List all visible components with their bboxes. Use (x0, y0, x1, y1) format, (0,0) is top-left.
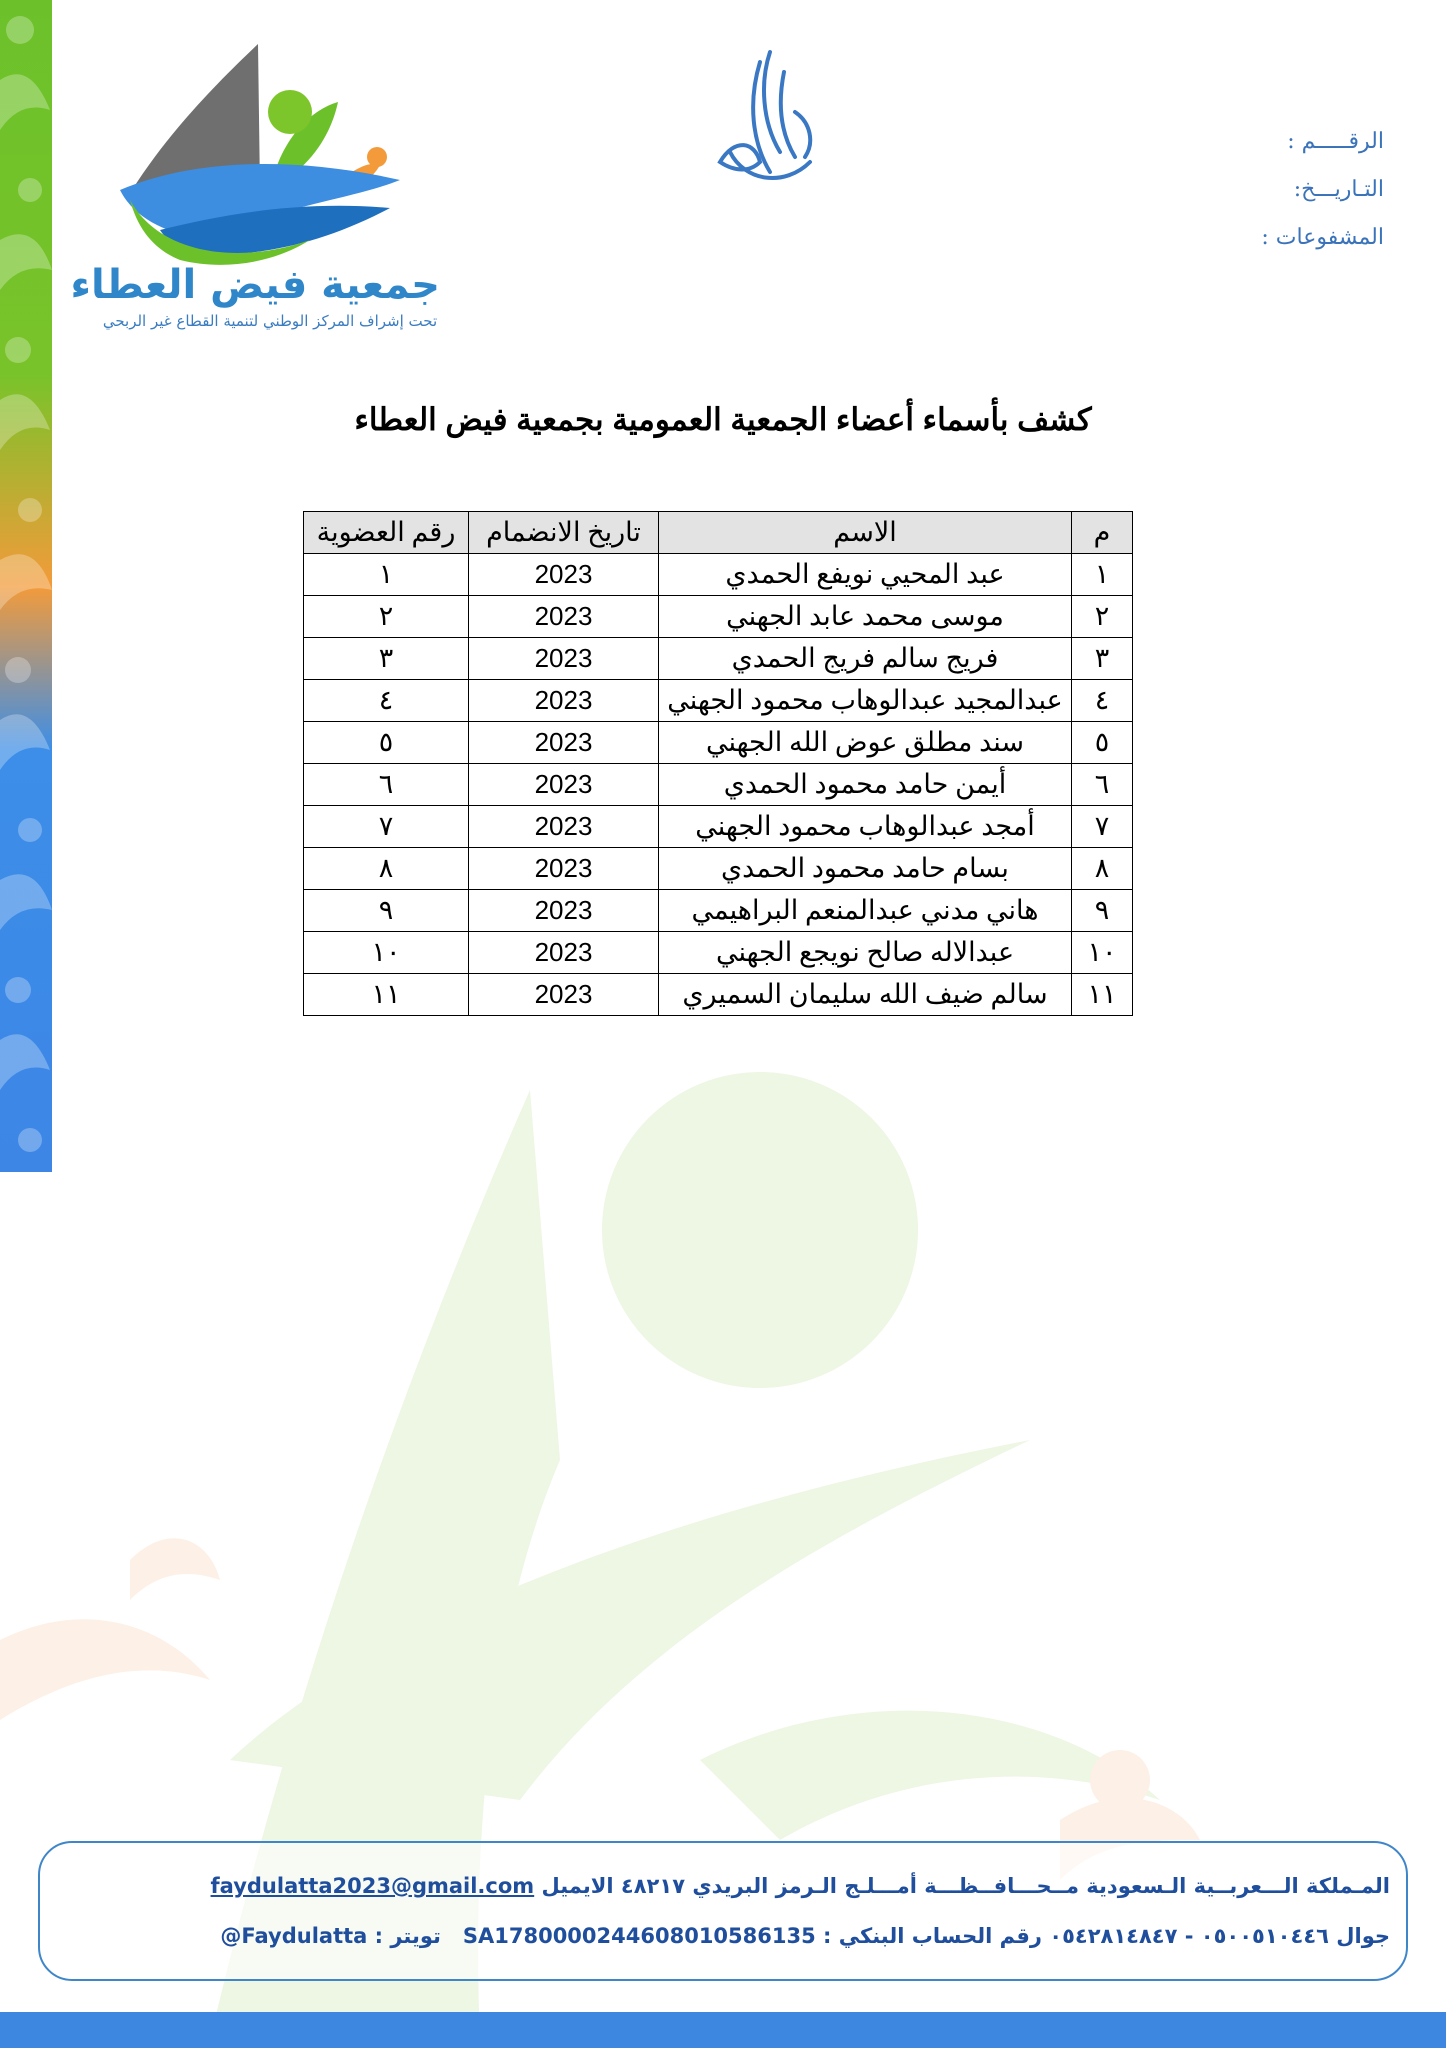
cell-join-date: 2023 (469, 974, 659, 1016)
cell-join-date: 2023 (469, 722, 659, 764)
attachments-label: المشفوعات : (1261, 225, 1384, 250)
cell-membership-no: ١ (304, 554, 469, 596)
cell-join-date: 2023 (469, 638, 659, 680)
cell-name: سالم ضيف الله سليمان السميري (659, 974, 1072, 1016)
cell-membership-no: ٥ (304, 722, 469, 764)
date-label: التـاريـــخ: (1293, 177, 1384, 202)
footer-email-link[interactable]: faydulatta2023@gmail.com (210, 1874, 535, 1898)
cell-join-date: 2023 (469, 596, 659, 638)
cell-membership-no: ٢ (304, 596, 469, 638)
cell-name: بسام حامد محمود الحمدي (659, 848, 1072, 890)
cell-join-date: 2023 (469, 806, 659, 848)
cell-join-date: 2023 (469, 764, 659, 806)
footer-contact-line (220, 1924, 1390, 1948)
footer-phones: جوال ٠٥٠٠٥١٠٤٤٦ - ٠٥٤٢٨١٤٨٤٧ رقم الحساب البنكي : (823, 1924, 1390, 1948)
cell-membership-no: ٩ (304, 890, 469, 932)
cell-join-date: 2023 (469, 680, 659, 722)
footer-address-line (211, 1874, 1390, 1898)
cell-join-date: 2023 (469, 890, 659, 932)
logo-name: جمعية فيض العطاء (70, 262, 440, 308)
table-row (304, 638, 1133, 680)
header-name: الاسم (659, 512, 1072, 554)
bottom-bar (0, 2012, 1446, 2048)
table-row (304, 848, 1133, 890)
table-row (304, 932, 1133, 974)
cell-name: موسى محمد عابد الجهني (659, 596, 1072, 638)
cell-name: عبدالمجيد عبدالوهاب محمود الجهني (659, 680, 1072, 722)
header-membership-no: رقم العضوية (304, 512, 469, 554)
cell-no: ١ (1072, 554, 1133, 596)
reference-fields (1261, 118, 1384, 262)
table-row (304, 974, 1133, 1016)
cell-name: عبد المحيي نويفع الحمدي (659, 554, 1072, 596)
cell-name: فريج سالم فريج الحمدي (659, 638, 1072, 680)
table-header-row (304, 512, 1133, 554)
table-row (304, 680, 1133, 722)
cell-no: ١٠ (1072, 932, 1133, 974)
cell-no: ٤ (1072, 680, 1133, 722)
members-body (304, 554, 1133, 1016)
bismillah-calligraphy-icon (700, 42, 830, 192)
cell-membership-no: ١٠ (304, 932, 469, 974)
cell-name: أمجد عبدالوهاب محمود الجهني (659, 806, 1072, 848)
cell-no: ٦ (1072, 764, 1133, 806)
cell-no: ٥ (1072, 722, 1133, 764)
header-no: م (1072, 512, 1133, 554)
cell-join-date: 2023 (469, 554, 659, 596)
ref-number-label: الرقـــــم : (1287, 129, 1384, 154)
cell-name: أيمن حامد محمود الحمدي (659, 764, 1072, 806)
cell-no: ٨ (1072, 848, 1133, 890)
cell-join-date: 2023 (469, 848, 659, 890)
table-row (304, 722, 1133, 764)
header-join-date: تاريخ الانضمام (469, 512, 659, 554)
cell-no: ٧ (1072, 806, 1133, 848)
cell-membership-no: ٧ (304, 806, 469, 848)
table-row (304, 596, 1133, 638)
footer-contact-box (38, 1841, 1408, 1981)
cell-name: عبدالاله صالح نويجع الجهني (659, 932, 1072, 974)
footer-twitter-handle[interactable]: @Faydulatta (220, 1924, 368, 1948)
cell-name: سند مطلق عوض الله الجهني (659, 722, 1072, 764)
cell-membership-no: ١١ (304, 974, 469, 1016)
table-row (304, 554, 1133, 596)
cell-name: هاني مدني عبدالمنعم البراهيمي (659, 890, 1072, 932)
table-row (304, 890, 1133, 932)
cell-no: ٢ (1072, 596, 1133, 638)
decorative-side-strip (0, 0, 52, 1172)
footer-bank-account: SA1780000244608010586135 (462, 1924, 816, 1948)
cell-membership-no: ٣ (304, 638, 469, 680)
cell-membership-no: ٤ (304, 680, 469, 722)
cell-no: ٩ (1072, 890, 1133, 932)
cell-membership-no: ٨ (304, 848, 469, 890)
document-title: كشف بأسماء أعضاء الجمعية العمومية بجمعية فيض العطاء (354, 402, 1092, 437)
members-table (303, 511, 1133, 1016)
footer-twitter-label: تويتر : (374, 1924, 441, 1948)
table-row (304, 764, 1133, 806)
table-row (304, 806, 1133, 848)
cell-no: ١١ (1072, 974, 1133, 1016)
cell-membership-no: ٦ (304, 764, 469, 806)
cell-no: ٣ (1072, 638, 1133, 680)
footer-address: المـملكة الـــعربــية الـسعودية مــحـــافــظـــة أمـــلـج الـرمز البريدي ٤٨٢١٧ الايميل (541, 1874, 1390, 1898)
cell-join-date: 2023 (469, 932, 659, 974)
logo-subtitle: تحت إشراف المركز الوطني لتنمية القطاع غير الربحي (102, 312, 438, 330)
